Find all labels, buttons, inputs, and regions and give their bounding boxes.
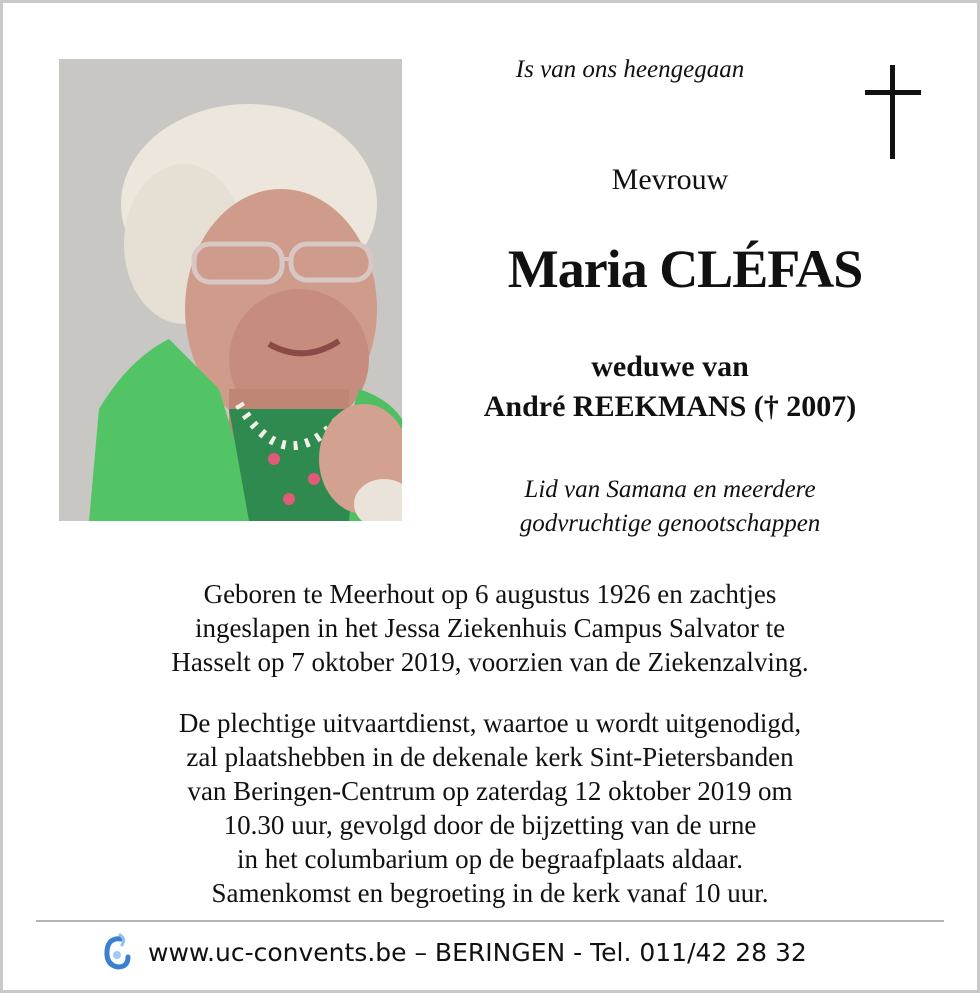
funeral-line: De plechtige uitvaartdienst, waartoe u wordt uitgenodigd, — [178, 708, 802, 738]
honorific: Mevrouw — [611, 163, 729, 196]
contact-line[interactable]: www.uc-convents.be – BERINGEN - Tel. 011/42 28 32 — [148, 937, 807, 967]
footer-divider — [36, 920, 944, 922]
birth-line: Geboren te Meerhout op 6 augustus 1926 en zachtjes — [203, 579, 777, 609]
spouse-name: André REEKMANS († 2007) — [483, 390, 857, 423]
spouse-label: weduwe van — [591, 350, 749, 383]
latin-cross-icon — [865, 65, 921, 159]
footer — [100, 932, 900, 972]
birth-line: ingeslapen in het Jessa Ziekenhuis Campus Salvator te — [194, 613, 786, 643]
funeral-line: 10.30 uur, gevolgd door de bijzetting van de urne — [223, 810, 757, 840]
birth-line: Hasselt op 7 oktober 2019, voorzien van de Ziekenzalving. — [171, 647, 809, 677]
funeral-line: van Beringen-Centrum op zaterdag 12 oktober 2019 om — [187, 776, 793, 806]
uc-convents-logo-icon — [100, 933, 132, 971]
funeral-paragraph — [40, 706, 940, 910]
funeral-line: zal plaatshebben in de dekenale kerk Sint-Pietersbanden — [186, 742, 794, 772]
membership-text — [450, 473, 890, 541]
membership-line: Lid van Samana en meerdere — [524, 476, 816, 503]
portrait-photo — [59, 59, 402, 521]
intro-line: Is van ons heengegaan — [515, 56, 745, 83]
membership-line: godvruchtige genootschappen — [519, 510, 821, 537]
birth-paragraph — [40, 577, 940, 679]
funeral-line: Samenkomst en begroeting in de kerk vanaf 10 uur. — [211, 878, 769, 908]
funeral-line: in het columbarium op de begraafplaats aldaar. — [236, 844, 744, 874]
deceased-name: Maria CLÉFAS — [507, 239, 863, 299]
